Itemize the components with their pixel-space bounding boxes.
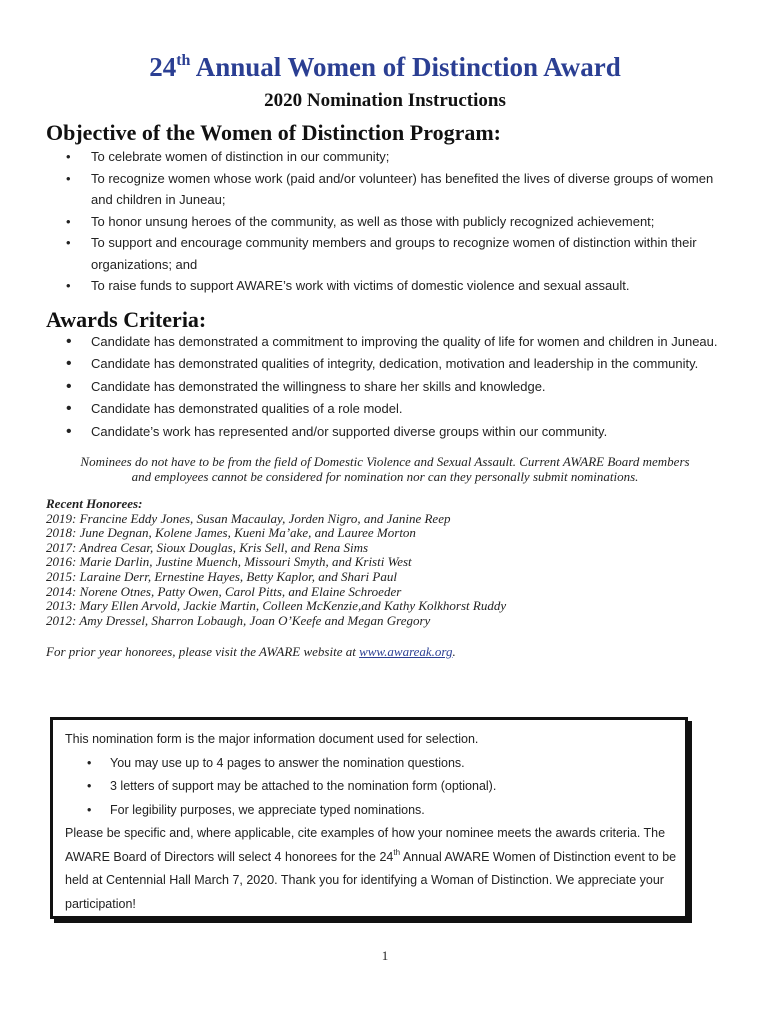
objective-heading: Objective of the Women of Distinction Program:	[46, 120, 501, 145]
disclaimer-line: Nominees do not have to be from the field of Domestic Violence and Sexual Assault. Current AWARE Board members	[80, 454, 690, 469]
info-box-item: • For legibility purposes, we appreciate typed nominations.	[65, 799, 677, 823]
closing-text-part1: Please be specific and, where applicable, cite examples of how your nominee meets the awards criteria. The AWARE Board of Directors will select 4 honorees for the 24	[65, 826, 666, 864]
objective-list	[66, 146, 726, 297]
info-box-closing	[65, 822, 677, 916]
prior-year-period: .	[452, 644, 456, 659]
title-text: Annual Women of Distinction Award	[195, 52, 621, 82]
honorees-year-line: 2014: Norene Otnes, Patty Owen, Carol Pitts, and Elaine Schroeder	[46, 583, 402, 599]
honorees-year-line: 2012: Amy Dressel, Sharron Lobaugh, Joan O’Keefe and Megan Gregory	[46, 612, 431, 628]
info-box-list	[65, 752, 677, 823]
honorees-year-line: 2015: Laraine Derr, Ernestine Hayes, Betty Kaplor, and Shari Paul	[46, 568, 397, 584]
objective-item: • To honor unsung heroes of the community, as well as those with publicly recognized achievement;	[66, 211, 726, 233]
prior-year-note	[46, 644, 456, 660]
criteria-item: • Candidate has demonstrated a commitment to improving the quality of life for women and children in Juneau.	[66, 331, 726, 353]
title-number: 24	[149, 52, 177, 82]
honorees-year-line: 2016: Marie Darlin, Justine Muench, Missouri Smyth, and Kristi West	[46, 554, 412, 570]
nomination-info-box	[50, 717, 688, 919]
objective-item: • To support and encourage community members and groups to recognize women of distinction within their organizations; and	[66, 232, 726, 275]
criteria-item: • Candidate has demonstrated the willingness to share her skills and knowledge.	[66, 376, 726, 398]
disclaimer-line: and employees cannot be considered for nomination nor can they personally submit nominations.	[131, 469, 639, 484]
prior-year-text: For prior year honorees, please visit the AWARE website at	[46, 644, 360, 659]
honorees-year-line: 2013: Mary Ellen Arvold, Jackie Martin, Colleen McKenzie,and Kathy Kolkhorst Ruddy	[46, 598, 507, 614]
closing-text-part2: Annual AWARE Women of Distinction event to be held at Centennial Hall March 7, 2020. Thank you for identifying a Woman of Distinction. We appreciate your participation!	[65, 849, 677, 911]
objective-item: • To celebrate women of distinction in our community;	[66, 146, 726, 168]
aware-website-link[interactable]: www.awareak.org	[359, 644, 453, 659]
page-number: 1	[381, 948, 389, 963]
objective-item: • To raise funds to support AWARE’s work with victims of domestic violence and sexual assault.	[66, 275, 726, 297]
subtitle: 2020 Nomination Instructions	[264, 90, 506, 111]
info-box-content	[65, 728, 677, 916]
closing-ordinal-suffix: th	[393, 847, 401, 857]
honorees-heading: Recent Honorees:	[46, 496, 143, 511]
eligibility-disclaimer	[40, 454, 730, 484]
honorees-year-line: 2018: June Degnan, Kolene James, Kueni Ma’ake, and Lauree Morton	[46, 525, 416, 541]
criteria-item: • Candidate has demonstrated qualities of integrity, dedication, motivation and leadership in the community.	[66, 353, 726, 375]
page-title	[0, 52, 770, 83]
honorees-year-line: 2017: Andrea Cesar, Sioux Douglas, Kris Sell, and Rena Sims	[46, 539, 369, 555]
criteria-item: • Candidate’s work has represented and/or supported diverse groups within our community.	[66, 421, 726, 443]
criteria-list	[66, 331, 726, 443]
title-ordinal-suffix: th	[176, 52, 191, 69]
honorees-year-line: 2019: Francine Eddy Jones, Susan Macaulay, Jorden Nigro, and Janine Reep	[46, 510, 451, 526]
info-box-item: • 3 letters of support may be attached to the nomination form (optional).	[65, 775, 677, 799]
criteria-item: • Candidate has demonstrated qualities of a role model.	[66, 398, 726, 420]
objective-item: • To recognize women whose work (paid and/or volunteer) has benefited the lives of diverse groups of women and children in Juneau;	[66, 168, 726, 211]
recent-honorees	[46, 497, 506, 628]
criteria-heading: Awards Criteria:	[46, 307, 207, 332]
info-box-intro: This nomination form is the major information document used for selection.	[65, 732, 479, 746]
info-box-item: • You may use up to 4 pages to answer the nomination questions.	[65, 752, 677, 776]
